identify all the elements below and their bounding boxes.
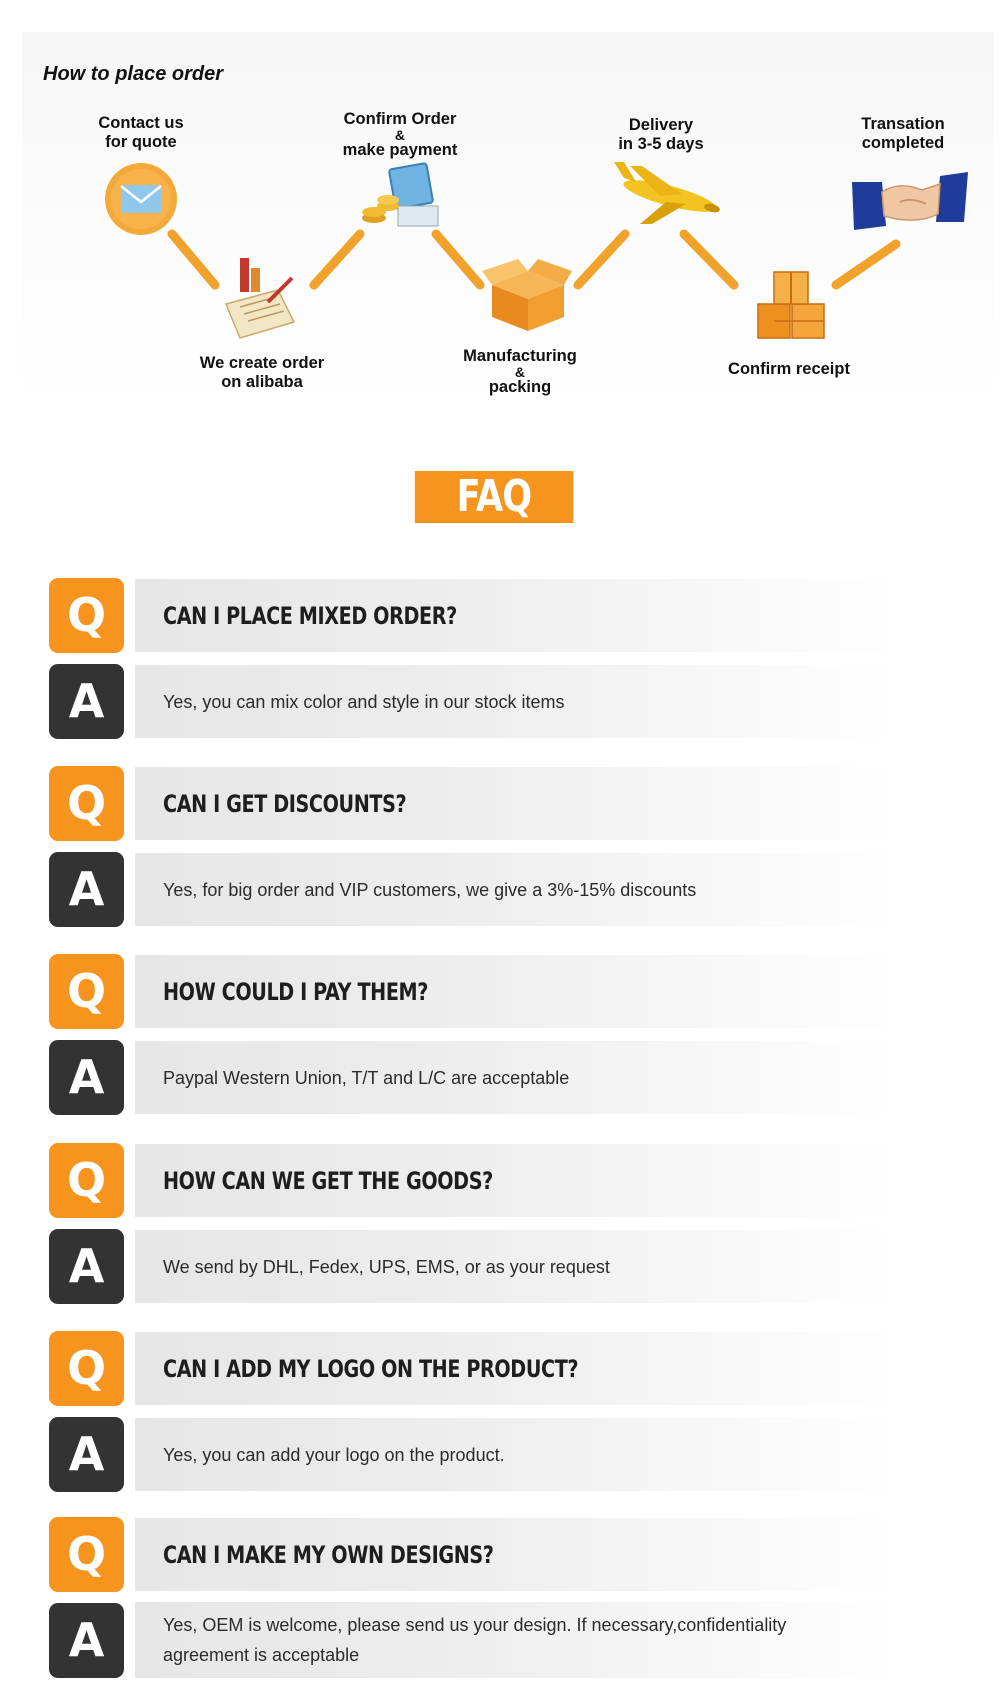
faq-answer: Yes, OEM is welcome, please send us your design. If necessary,confidentiality agreement is acceptable — [163, 1615, 787, 1665]
q-badge: Q — [49, 954, 124, 1029]
payment-icon — [358, 160, 448, 236]
connector-line — [314, 234, 360, 285]
step-label-transaction: Transation completed — [861, 115, 945, 152]
q-badge: Q — [49, 1517, 124, 1592]
q-badge: Q — [49, 1143, 124, 1218]
faq-question: HOW CAN WE GET THE GOODS? — [163, 1166, 493, 1195]
connector-line — [172, 234, 215, 285]
a-badge: A — [49, 852, 124, 927]
faq-answer-bar — [135, 853, 895, 926]
faq-answer: Yes, you can mix color and style in our stock items — [163, 691, 565, 712]
q-badge: Q — [49, 1331, 124, 1406]
connector-line — [578, 234, 625, 285]
a-badge: A — [49, 1417, 124, 1492]
step-label-confirm-receipt: Confirm receipt — [728, 360, 850, 378]
faq-answer-bar — [135, 1418, 895, 1491]
a-badge: A — [49, 664, 124, 739]
package-box-icon — [482, 255, 572, 335]
a-badge: A — [49, 1229, 124, 1304]
envelope-icon — [102, 160, 180, 238]
faq-answer: We send by DHL, Fedex, UPS, EMS, or as your request — [163, 1256, 610, 1277]
faq-question: CAN I MAKE MY OWN DESIGNS? — [163, 1540, 494, 1569]
process-title: How to place order — [43, 63, 224, 85]
faq-answer: Yes, you can add your logo on the product. — [163, 1444, 505, 1465]
step-label-manufacturing: Manufacturing & packing — [463, 347, 577, 396]
faq-question-bar — [135, 955, 895, 1028]
faq-question: CAN I PLACE MIXED ORDER? — [163, 601, 457, 630]
boxes-receipt-icon — [752, 266, 830, 348]
a-badge: A — [49, 1603, 124, 1678]
faq-answer-bar — [135, 665, 895, 738]
order-document-icon — [218, 252, 300, 342]
faq-answer-bar — [135, 1041, 895, 1114]
step-label-delivery: Delivery in 3-5 days — [618, 116, 704, 153]
faq-question: CAN I ADD MY LOGO ON THE PRODUCT? — [163, 1354, 579, 1383]
faq-question-bar — [135, 1332, 895, 1405]
faq-answer: Paypal Western Union, T/T and L/C are acceptable — [163, 1067, 570, 1088]
connector-line — [836, 244, 896, 285]
a-badge: A — [49, 1040, 124, 1115]
connector-line — [684, 234, 734, 285]
faq-answer-bar — [135, 1602, 895, 1678]
connector-line — [436, 234, 480, 285]
faq-question: CAN I GET DISCOUNTS? — [163, 789, 407, 818]
faq-question-bar — [135, 767, 895, 840]
step-label-contact: Contact us for quote — [98, 114, 184, 151]
airplane-icon — [600, 160, 730, 230]
faq-answer-bar — [135, 1230, 895, 1303]
faq-title: FAQ — [415, 471, 573, 523]
faq-question-bar — [135, 579, 895, 652]
step-label-create-order: We create order on alibaba — [199, 354, 325, 391]
q-badge: Q — [49, 578, 124, 653]
step-label-confirm-order: Confirm Order & make payment — [342, 110, 458, 159]
faq-answer: Yes, for big order and VIP customers, we give a 3%-15% discounts — [163, 879, 697, 900]
faq-question-bar — [135, 1144, 895, 1217]
handshake-icon — [852, 172, 970, 234]
faq-question-bar — [135, 1518, 895, 1591]
q-badge: Q — [49, 766, 124, 841]
faq-question: HOW COULD I PAY THEM? — [163, 977, 428, 1006]
